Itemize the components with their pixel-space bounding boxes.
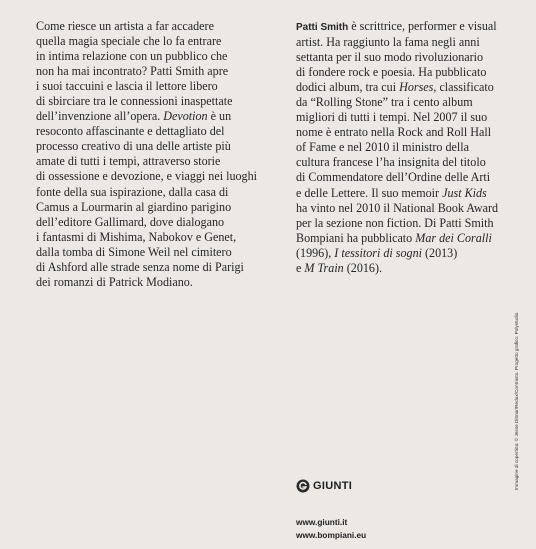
bompiani-url-link[interactable]: www.bompiani.eu — [296, 530, 367, 540]
bio-line: da “Rolling Stone” tra i cento album — [296, 95, 473, 110]
bio-line: cultura francese l’ha insignita del titolo — [296, 155, 486, 170]
bio-line: artist. Ha raggiunto la fama negli anni — [296, 35, 480, 50]
book-title-devotion: Devotion — [163, 109, 208, 124]
blurb-line: di ossessione e devozione, e viaggi nei luoghi — [36, 169, 258, 184]
bio-text: (2016). — [343, 260, 383, 275]
book-title-tessitori: I tessitori di sogni — [334, 245, 422, 260]
bio-text: (1996), — [296, 245, 335, 260]
giunti-url-link[interactable]: www.giunti.it — [296, 517, 348, 527]
bio-line: per la sezione non fiction. Di Patti Smith — [296, 215, 494, 230]
cover-credit: Immagine di copertina: © Jesse Ditmar/Redux/Contrasto. Progetto grafico: Polystudio. — [514, 311, 519, 490]
blurb-line: processo creativo di una delle artiste più — [36, 139, 231, 154]
bio-text: (2013) — [421, 245, 458, 260]
blurb-line: fonte della sua ispirazione, dalla casa di — [36, 184, 229, 199]
giunti-mark-icon — [296, 479, 310, 493]
blurb-line: quella magia speciale che lo fa entrare — [36, 34, 222, 49]
bio-text: e delle Lettere. Il suo memoir — [296, 185, 443, 200]
blurb-line: dalla tomba di Simone Weil nel cimitero — [36, 244, 232, 259]
book-title-just-kids: Just Kids — [442, 185, 487, 200]
blurb-line — [36, 109, 264, 124]
bio-text: Bompiani ha pubblicato — [296, 230, 416, 245]
author-name: Patti Smith — [296, 22, 349, 33]
bio-line: di Commendatore dell’Ordine delle Arti — [296, 170, 491, 185]
blurb-text: dell’invenzione all’opera. — [36, 109, 164, 124]
bio-text: , classificato — [433, 80, 494, 95]
blurb-line: i suoi taccuini e lascia il lettore libero — [36, 79, 218, 94]
bio-line — [296, 246, 518, 261]
blurb-line: di Ashford alle strade senza nome di Parigi — [36, 259, 244, 274]
publisher-logo-text: GIUNTI — [313, 480, 353, 492]
book-title-m-train: M Train — [304, 260, 344, 275]
blurb-line: resoconto affascinante e dettagliato del — [36, 124, 225, 139]
book-title-mar-dei-coralli: Mar dei Coralli — [415, 230, 492, 245]
publisher-logo — [296, 479, 352, 493]
bio-text: e — [296, 260, 305, 275]
bio-line — [296, 186, 518, 201]
blurb-line: di sbirciare tra le connessioni inaspettate — [36, 94, 233, 109]
author-bio-column — [296, 19, 518, 276]
blurb-line: dell’editore Gallimard, dove dialogano — [36, 214, 225, 229]
album-title-horses: Horses — [399, 80, 434, 95]
publisher-urls — [296, 516, 366, 542]
bio-line: of Fame e nel 2010 il ministro della — [296, 140, 469, 155]
bio-line: nome è entrato nella Rock and Roll Hall — [296, 125, 492, 140]
bio-line — [296, 261, 518, 276]
blurb-line: non ha mai incontrato? Patti Smith apre — [36, 64, 229, 79]
blurb-line: dei romanzi di Patrick Modiano. — [36, 274, 193, 289]
blurb-line: i fantasmi di Mishima, Nabokov e Genet, — [36, 229, 237, 244]
bio-text: dodici album, tra cui — [296, 80, 400, 95]
blurb-line: amate di tutti i tempi, attraverso storie — [36, 154, 221, 169]
bio-line: migliori di tutti i tempi. Nel 2007 il suo — [296, 110, 488, 125]
bio-line: settanta per il suo modo rivoluzionario — [296, 50, 484, 65]
bio-line: di fondere rock e poesia. Ha pubblicato — [296, 65, 487, 80]
blurb-line: Come riesce un artista a far accadere — [36, 19, 214, 33]
blurb-line: Camus a Lourmarin al giardino parigino — [36, 199, 232, 214]
blurb-line: in intima relazione con un pubblico che — [36, 49, 228, 64]
blurb-column — [36, 19, 264, 290]
bio-text: è scrittrice, performer e visual — [348, 19, 497, 33]
bio-line — [296, 231, 518, 246]
bio-line — [296, 80, 518, 95]
bio-line — [296, 19, 518, 35]
blurb-text: è un — [207, 109, 232, 124]
bio-line: ha vinto nel 2010 il National Book Award — [296, 200, 499, 215]
